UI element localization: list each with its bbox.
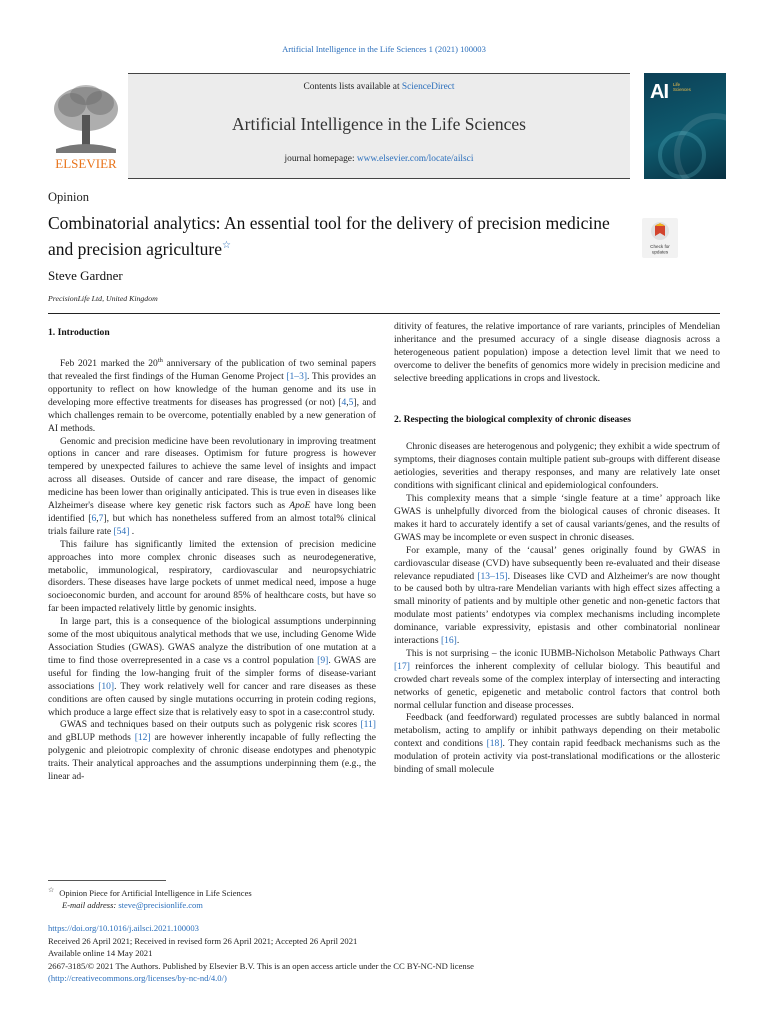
title-footnote-mark[interactable]: ☆	[221, 239, 231, 251]
svg-text:Check for: Check for	[650, 244, 670, 249]
journal-citation[interactable]: Artificial Intelligence in the Life Sciences 1 (2021) 100003	[282, 44, 486, 54]
received-dates: Received 26 April 2021; Received in revised form 26 April 2021; Accepted 26 April 2021	[48, 935, 358, 946]
journal-name: Artificial Intelligence in the Life Sciences	[232, 114, 526, 134]
section-2-heading: 2. Respecting the biological complexity of chronic diseases	[394, 413, 631, 425]
license-text: 2667-3185/© 2021 The Authors. Published by Elsevier B.V. This is an open access article under the CC BY-NC-ND license	[48, 960, 474, 971]
paragraph: Feedback (and feedforward) regulated processes are subtly balanced in normal metabolism, acting to amplify or inhibit pathways depending on their metabolic context and conditions [18]. They contain rapid feedback mechanisms such as the modulation of protein activity via post-translational modifications or the allosteric binding of small molecule	[394, 712, 720, 776]
ref-link[interactable]: 6	[91, 512, 97, 524]
paragraph: Feb 2021 marked the 20th anniversary of the publication of two seminal papers that revealed the first findings of the Human Genome Project [1–3]. This provides an opportunity to reflect on how knowledge of the human genome and its use in developing more effective treatments for diseases has progressed (or not) [4,5], and which challenges remain to be overcome, potentially enabled by a new generation of AI methods.	[48, 356, 376, 434]
journal-homepage-link[interactable]: www.elsevier.com/locate/ailsci	[356, 154, 474, 164]
cover-ai-text: AI	[650, 81, 668, 103]
left-column	[48, 327, 376, 784]
svg-text:updates: updates	[651, 249, 669, 255]
journal-header	[128, 73, 630, 179]
article-type: Opinion	[48, 190, 89, 204]
check-for-updates-badge[interactable]	[642, 218, 678, 258]
paragraph: This failure has significantly limited the extension of precision medicine approaches into more complex chronic diseases such as neurodegenerative, metabolic, immunological, respiratory, cardiovascular and neuropsychiatric disorders. These diseases have large pockets of unmet medical need, impose a huge socioeconomic burden, and account for around 85% of healthcare costs, but have so far been impacted relatively little by genomic insights.	[48, 538, 376, 615]
doi-link[interactable]: https://doi.org/10.1016/j.ailsci.2021.100003	[48, 923, 199, 933]
article-title: Combinatorial analytics: An essential tool for the delivery of precision medicine and precision agriculture☆	[48, 213, 610, 259]
ref-link[interactable]: [54]	[113, 525, 130, 537]
footnote: ☆ Opinion Piece for Artificial Intelligence in Life Sciences E-mail address: steve@precisionlife.com	[48, 886, 252, 911]
ref-link[interactable]: [17]	[394, 660, 410, 672]
paragraph: GWAS and techniques based on their outputs such as polygenic risk scores [11] and gBLUP methods [12] are however inherently incapable of fully reflecting the polygenic and pleiotropic complexity of chronic disease endotypes and phenotypic traits. Their analytical approaches and the assumptions underpinning them (e.g., the linear ad-	[48, 719, 376, 783]
paragraph: ditivity of features, the relative importance of rare variants, principles of Mendelian inheritance and the presumed accuracy of a single disease diagnosis across a heterogeneous patient population) impose a detection level limit that we need to overcome to deliver the benefits of genomics more widely in precision medicine and selective breeding applications in crops and livestock.	[394, 321, 720, 384]
ref-link[interactable]: [11]	[360, 719, 376, 731]
ref-link[interactable]: 7	[98, 512, 104, 524]
author-email-link[interactable]: steve@precisionlife.com	[118, 900, 203, 911]
paragraph: In large part, this is a consequence of the biological assumptions underpinning some of the most ubiquitous analytical methods that we use, including Genome Wide Association Studies (GWAS). GWAS analyze the distribution of one mutation at a time to find those overrepresented in a case vs a control population [9]. GWAS are useful for finding the low-hanging fruit of the simpler forms of disease-variant associations [10]. They work relatively well for cancer and rare diseases as these conditions are often caused by single mutations occurring in protein coding regions, which produce a large effect size that is relatively easy to spot in a case:control study.	[48, 616, 377, 718]
ref-link[interactable]: [9]	[317, 654, 329, 666]
section-1-heading: 1. Introduction	[48, 327, 110, 338]
ref-link[interactable]: [18]	[486, 738, 503, 750]
contents-line: Contents lists available at ScienceDirect	[303, 82, 455, 92]
right-column	[394, 321, 720, 777]
paragraph: Chronic diseases are heterogenous and polygenic; they exhibit a wide spectrum of symptoms, their diagnoses contain multiple patient sub-groups with different disease aetiologies, severities and therapy responses, and many are relatively late onset conditions with significant clinical and epidemiological confounders.	[394, 441, 720, 492]
cover-subtitle: Life Sciences	[673, 82, 691, 93]
publisher-wordmark: ELSEVIER	[55, 156, 117, 171]
ref-link[interactable]: [13–15]	[477, 570, 508, 582]
sciencedirect-link[interactable]: ScienceDirect	[401, 82, 455, 92]
divider	[48, 313, 720, 314]
license-link[interactable]: (http://creativecommons.org/licenses/by-nc-nd/4.0/)	[48, 973, 227, 983]
ref-link[interactable]: [10]	[98, 680, 115, 692]
publication-info	[48, 922, 720, 985]
elsevier-tree-logo	[46, 79, 126, 175]
author-affiliation: PrecisionLife Ltd, United Kingdom	[48, 294, 158, 303]
ref-link[interactable]: [1–3]	[286, 370, 308, 382]
paragraph: This complexity means that a simple ‘single feature at a time’ approach like GWAS is unhelpfully divorced from the biological causes of chronic diseases. It makes it hard to accurately identify a set of causal variants/genes, and the results of GWAS may be incomplete or even suspect in chronic diseases.	[394, 493, 720, 543]
ref-link[interactable]: 4	[341, 396, 347, 408]
available-online: Available online 14 May 2021	[48, 948, 153, 958]
paragraph: Genomic and precision medicine have been revolutionary in improving treatment options in cancer and rare diseases. Optimism for future progress is however tempered by unexpected failures to achieve the same level of insights and impact across all diseases. Outside of cancer and rare disease, the impact of genomic medicine has been lower than originally anticipated. This is true even in diseases like Alzheimer's disease where key genetic risk factors such as ApoE have long been identified [6,7], but which has nonetheless suffered from an almost total% clinical trials failure rate [54] .	[48, 435, 377, 537]
footnote-divider	[48, 880, 166, 881]
paragraph: For example, many of the ‘causal’ genes originally found by GWAS in cardiovascular disease (CVD) have subsequently been re-evaluated and their disease relevance repudiated [13–15]. Diseases like CVD and Alzheimer's are now thought to be caused both by ultra-rare Mendelian variants with high effect sizes affecting a small minority of patients and by multiple other genetic and non-genetic factors that modulate most patients’ endotypes via complex mechanisms including incomplete dominance, variable expressivity, epistasis and other combinatorial nonlinear interactions [16].	[394, 544, 720, 647]
ref-link[interactable]: 5	[348, 396, 354, 408]
author-name: Steve Gardner	[48, 268, 123, 283]
ref-link[interactable]: [12]	[134, 732, 151, 744]
journal-homepage-line: journal homepage: www.elsevier.com/locate/ailsci	[284, 154, 474, 164]
ref-link[interactable]: [16]	[440, 635, 457, 647]
paragraph: This is not surprising – the iconic IUBMB-Nicholson Metabolic Pathways Chart [17] reinforces the inherent complexity of cellular biology. This beautiful and crowded chart reveals some of the complex interplay of intersecting and interacting networks of genetic, epigenetic and metabolic control factors that control both normal cellular function and disease processes.	[394, 647, 720, 711]
journal-cover-image	[644, 73, 726, 179]
